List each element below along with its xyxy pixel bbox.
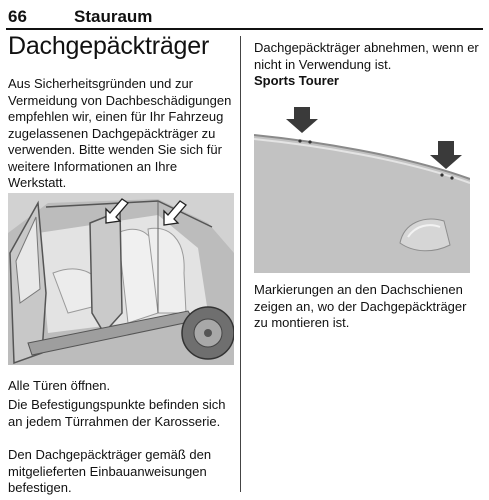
section-title: Stauraum	[74, 7, 153, 26]
variant-subheading: Sports Tourer	[254, 73, 339, 88]
car-doors-illustration	[8, 193, 234, 365]
caption-paragraph: Markierungen an den Dachschienen zeigen an, wo der Dachgepäckträger zu montieren ist.	[254, 282, 467, 330]
instruction-step: Alle Türen öffnen.	[8, 378, 111, 393]
intro-paragraph: Aus Sicherheitsgründen und zur Vermeidung von Dachbeschädigungen empfehlen wir, einen für Ihr Fahrzeug zugelassenen Dachgepäckträger zu verwenden. Bitte wenden Sie sich für weitere Informationen an Ihre Werkstatt.	[8, 76, 232, 190]
page-title: Dachgepäckträger	[8, 32, 210, 60]
removal-paragraph: Dachgepäckträger abnehmen, wenn er nicht in Verwendung ist.	[254, 40, 479, 72]
roof-rail-illustration	[254, 103, 470, 273]
instruction-step: Die Befestigungspunkte befinden sich an jedem Türrahmen der Karosserie.	[8, 397, 226, 429]
page-header	[6, 6, 483, 30]
page-number: 66	[8, 7, 27, 26]
column-divider	[240, 36, 241, 492]
instruction-step: Den Dachgepäckträger gemäß den mitgelieferten Einbauanweisungen befestigen.	[8, 447, 212, 495]
